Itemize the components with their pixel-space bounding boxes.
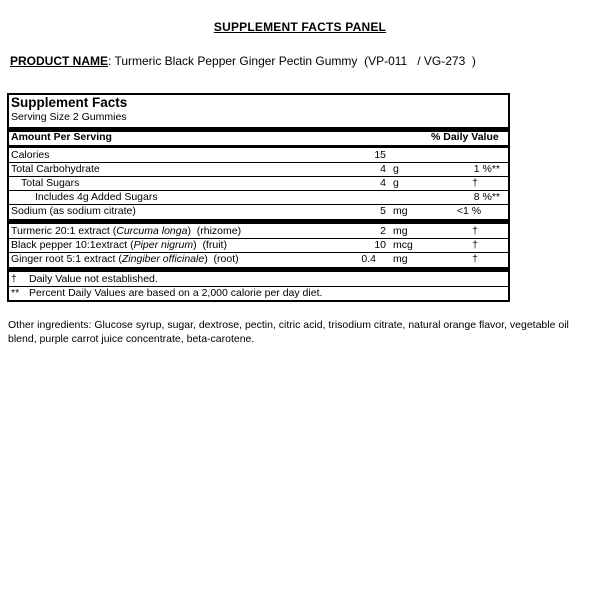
serving-size: Serving Size 2 Gummies [11,111,127,123]
table-row [9,149,508,162]
amount-per-serving-header: Amount Per Serving [11,131,112,143]
ingredient-name: Ginger root 5:1 extract (Zingiber officinale) (root) [11,253,239,265]
nutrient-name: Includes 4g Added Sugars [35,191,158,203]
divider-thick [9,267,508,272]
latin-name: Piper nigrum [133,239,194,251]
table-row [9,225,508,238]
divider-thick [9,219,508,224]
supplement-facts-panel [7,93,510,302]
daily-value-header: % Daily Value [431,131,499,143]
nutrient-name: Sodium (as sodium citrate) [11,205,136,217]
footnote-dagger [11,273,158,285]
table-row [9,163,508,176]
nutrient-unit: g [393,163,399,175]
footnote-percent [11,287,322,299]
table-row [9,239,508,252]
footnote-symbol: ** [11,287,20,299]
nutrient-unit: mg [393,205,408,217]
table-row [9,191,508,204]
facts-title: Supplement Facts [11,95,128,110]
ingredient-amount: 10 [374,239,386,251]
divider-medium [9,145,508,148]
nutrient-name: Total Sugars [21,177,80,189]
nutrient-name: Calories [11,149,50,161]
latin-name: Zingiber officinale [121,253,205,265]
ingredient-amount: 2 [380,225,386,237]
other-ingredients: Other ingredients: Glucose syrup, sugar, dextrose, pectin, citric acid, trisodium citrate, natural orange flavor, vegetable oil blend, purple carrot juice concentrate, beta-carotene. [8,319,569,345]
table-row [9,177,508,190]
ingredient-dv: † [472,239,478,251]
nutrient-name: Total Carbohydrate [11,163,100,175]
footnote-symbol: † [11,273,17,285]
nutrient-dv: 8 %** [473,191,500,203]
footnote-text: Percent Daily Values are based on a 2,000 calorie per day diet. [29,287,323,299]
ingredient-unit: mg [393,225,408,237]
footnote-text: Daily Value not established. [29,273,158,285]
ingredient-name: Turmeric 20:1 extract (Curcuma longa) (rhizome) [11,225,242,237]
product-name-line [10,54,476,68]
table-row [9,205,508,218]
product-name-colon: : [108,54,112,68]
page-title: SUPPLEMENT FACTS PANEL [213,20,387,34]
product-name-label: PRODUCT NAME [10,54,108,68]
nutrient-amount: 5 [380,205,386,217]
product-name-value: Turmeric Black Pepper Ginger Pectin Gummy (VP-011 / VG-273 ) [111,54,476,68]
ingredient-unit: mcg [393,239,413,251]
ingredient-dv: † [472,225,478,237]
nutrient-amount: 4 [380,177,386,189]
ingredient-amount: 0.4 [361,253,376,265]
nutrient-dv: † [472,177,478,189]
ingredient-unit: mg [393,253,408,265]
nutrient-dv: 1 %** [473,163,500,175]
nutrient-amount: 15 [374,149,386,161]
ingredient-dv: † [472,253,478,265]
ingredient-name: Black pepper 10:1extract (Piper nigrum) (fruit) [11,239,227,251]
nutrient-amount: 4 [380,163,386,175]
nutrient-dv: <1 % [456,205,482,217]
latin-name: Curcuma longa [116,225,188,237]
table-row [9,253,508,266]
nutrient-unit: g [393,177,399,189]
